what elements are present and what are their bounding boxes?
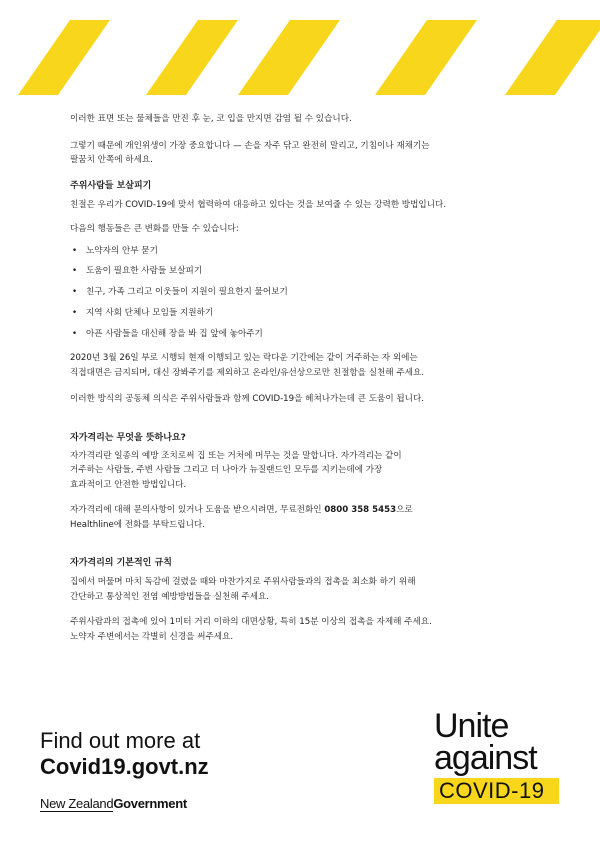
list-item: • 도움이 필요한 사람들 보살피기 — [70, 264, 540, 278]
paragraph-lockdown-2: 직접대면은 금지되며, 대신 장봐주기를 제외하고 온라인/유선상으로만 친절함을 실천해 주세요. — [70, 367, 424, 378]
paragraph-distance-1: 주위사람과의 접촉에 있어 1미터 거리 이하의 대면상황, 특히 15분 이상의 접촉을 자제해 주세요. — [70, 617, 432, 628]
healthline-phone: 0800 358 5453 — [324, 505, 397, 516]
nz-government-logo — [40, 796, 209, 811]
unite-against-covid-logo — [434, 707, 559, 804]
paragraph-kindness: 친절은 우리가 COVID-19에 맞서 협력하여 대응하고 있다는 것을 보여줄 수 있는 강력한 방법입니다. — [70, 199, 447, 210]
paragraph-hygiene-1: 그렇기 때문에 개인위생이 가장 중요합니다 — 손을 자주 닦고 완전히 말리고, 기침이나 재채기는 — [70, 140, 430, 151]
paragraph-touch: 이러한 표면 또는 물체들을 만진 후 눈, 코 입을 만지면 감염 될 수 있습니다. — [70, 114, 352, 124]
stripe-4 — [375, 20, 477, 95]
stripe-3 — [238, 20, 340, 95]
paragraph-hygiene-2: 팔꿈치 안쪽에 하세요. — [70, 155, 153, 165]
paragraph-healthline-1 — [70, 503, 540, 518]
gov-logo-government: Government — [113, 796, 187, 811]
hazard-stripes — [0, 0, 600, 95]
healthline-text-pre: 자가격리에 대해 문의사항이 있거나 도움을 받으시려면, 무료전화인 — [70, 505, 325, 516]
stripe-1 — [18, 20, 110, 95]
logo-covid-box — [434, 778, 559, 804]
heading-self-isolation: 자가격리는 무엇을 뜻하나요? — [70, 432, 186, 443]
list-item: • 아픈 사람들을 대신해 장을 봐 집 앞에 놓아주기 — [70, 327, 540, 341]
heading-rules: 자가격리의 기본적인 규칙 — [70, 558, 172, 569]
action-list — [70, 244, 540, 341]
footer-info — [40, 728, 209, 811]
paragraph-healthline-2: Healthline에 전화를 부탁드립니다. — [70, 519, 205, 530]
paragraph-isolation-3: 효과적이고 안전한 방법입니다. — [70, 479, 187, 490]
paragraph-lockdown-1: 2020년 3월 26일 부로 시행되 현재 이행되고 있는 락다운 기간에는 같이 거주하는 자 외에는 — [70, 353, 418, 364]
website-link[interactable]: Covid19.govt.nz — [40, 754, 209, 779]
paragraph-isolation-2: 거주하는 사람들, 주변 사람들 그리고 더 나아가 뉴질랜드인 모두를 지키는데에 가장 — [70, 465, 383, 476]
gov-logo-new-zealand: New Zealand — [40, 796, 114, 811]
paragraph-rules-2: 간단하고 통상적인 전염 예방방법들을 실천해 주세요. — [70, 591, 270, 602]
logo-against: against — [434, 739, 537, 777]
list-item: • 친구, 가족 그리고 이웃들이 지원이 필요한지 물어보기 — [70, 285, 540, 299]
logo-unite: Unite — [434, 707, 509, 745]
stripe-2 — [146, 20, 238, 95]
paragraph-distance-2: 노약자 주변에서는 각별히 신경을 써주세요. — [70, 631, 234, 642]
find-out-more: Find out more at — [40, 728, 201, 753]
paragraph-isolation-1: 자가격리란 일종의 예방 조치로써 집 또는 거처에 머무는 것을 말합니다. 자가격리는 같이 — [70, 450, 402, 461]
paragraph-actions: 다음의 행동들은 큰 변화를 만들 수 있습니다: — [70, 224, 239, 234]
list-item: • 지역 사회 단체나 모임들 지원하기 — [70, 306, 540, 320]
paragraph-rules-1: 집에서 머물며 마치 독감에 걸렸을 때와 마찬가지로 주위사람들과의 접촉을 최소화 하기 위해 — [70, 577, 416, 588]
healthline-text-post: 으로 — [396, 505, 413, 516]
heading-care: 주위사람들 보살피기 — [70, 180, 152, 191]
main-content — [70, 112, 540, 644]
list-item: • 노약자의 안부 묻기 — [70, 244, 540, 258]
paragraph-community: 이러한 방식의 공동체 의식은 주위사람들과 함께 COVID-19을 헤쳐나가는데 큰 도움이 됩니다. — [70, 394, 424, 405]
logo-covid: COVID-19 — [439, 778, 545, 803]
stripe-5 — [505, 20, 600, 95]
